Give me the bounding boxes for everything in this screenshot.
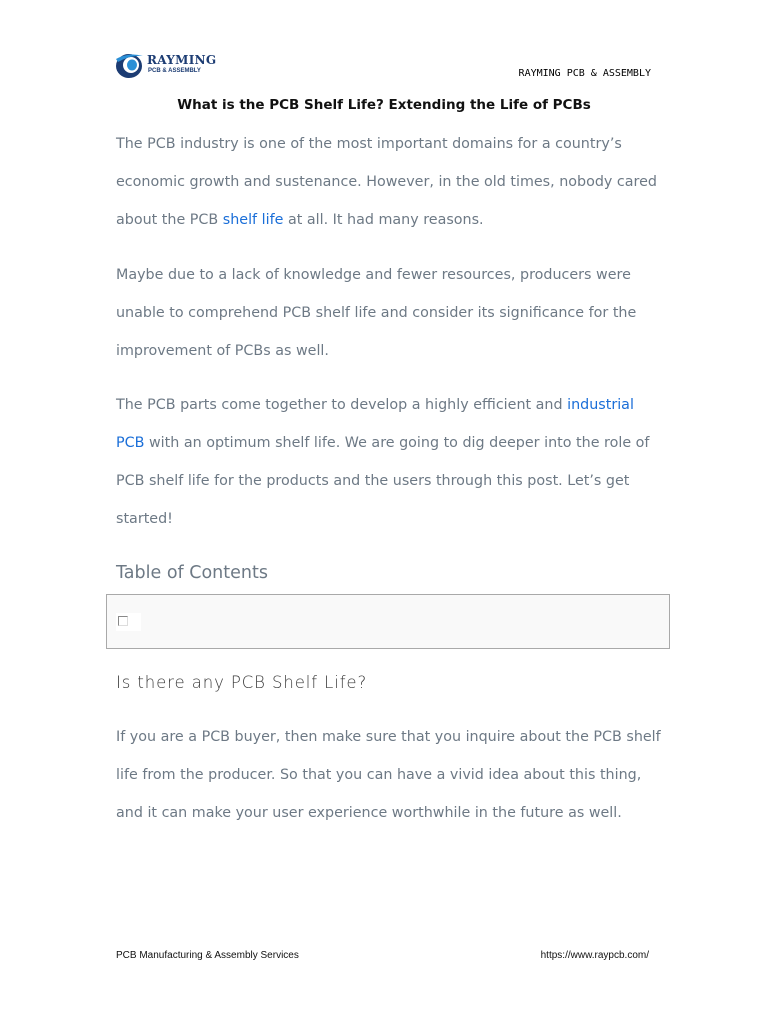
paragraph-knowledge: Maybe due to a lack of knowledge and fewer resources, producers were unable to comprehend PCB shelf life and consider its significance for the improvement of PCBs as well. <box>116 267 637 359</box>
rayming-logo-icon <box>114 50 146 80</box>
industrial-pcb-link[interactable]: industrial PCB <box>116 397 634 451</box>
paragraph-buyer: If you are a PCB buyer, then make sure that you inquire about the PCB shelf life from the producer. So that you can have a vivid idea about this thing, and it can make your user experience worthwhile in the future as well. <box>116 729 661 821</box>
toc-toggle-icon <box>118 616 128 626</box>
paragraph-intro <box>116 125 661 239</box>
paragraph-industrial-text-after: with an optimum shelf life. We are going to dig deeper into the role of PCB shelf life for the products and the users through this post. Let’s get started! <box>116 435 650 527</box>
header-company-name: RAYMING PCB & ASSEMBLY <box>518 68 651 79</box>
section-heading: Is there any PCB Shelf Life? <box>116 673 368 692</box>
paragraph-intro-text-after: at all. It had many reasons. <box>283 212 484 228</box>
toc-title: Table of Contents <box>116 563 268 583</box>
paragraph-intro-text-before: The PCB industry is one of the most important domains for a country’s economic growth and sustenance. However, in the old times, nobody cared about the PCB <box>116 136 657 228</box>
toc-toggle-button[interactable] <box>116 613 141 631</box>
footer-website-link[interactable]: https://www.raypcb.com/ <box>540 950 649 961</box>
document-title: What is the PCB Shelf Life? Extending the Life of PCBs <box>177 97 591 113</box>
paragraph-industrial <box>116 386 661 538</box>
rayming-logo <box>114 50 224 82</box>
logo-subtitle: PCB & ASSEMBLY <box>148 68 201 74</box>
footer-services: PCB Manufacturing & Assembly Services <box>116 950 299 961</box>
logo-brand-name: RAYMING <box>147 53 217 67</box>
shelf-life-link[interactable]: shelf life <box>222 212 284 228</box>
paragraph-industrial-text-before: The PCB parts come together to develop a highly efficient and <box>116 397 568 413</box>
table-of-contents-box <box>106 594 670 649</box>
